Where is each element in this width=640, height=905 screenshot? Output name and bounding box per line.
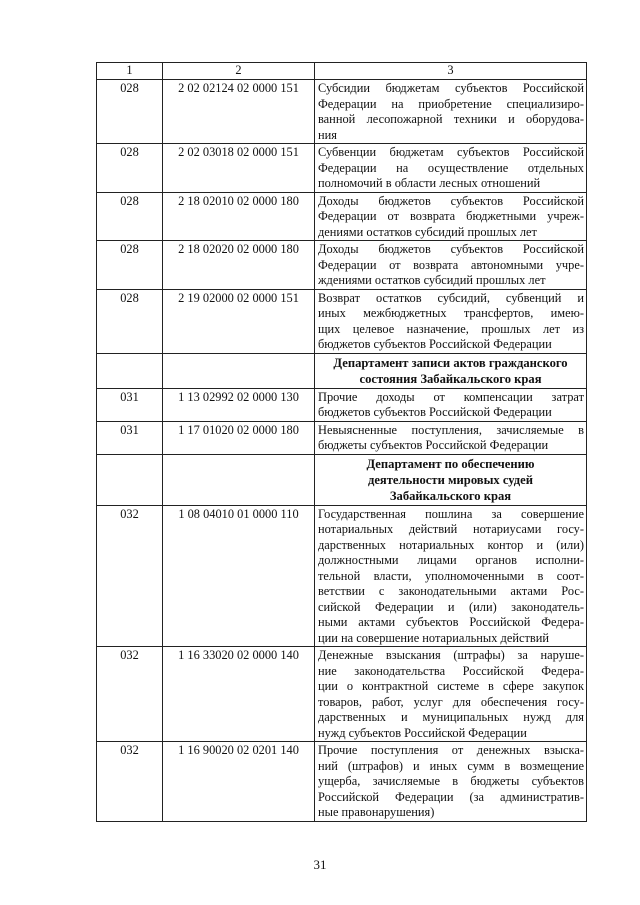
description-line: ущерба, зачисляемые в бюджеты субъектов <box>318 774 584 788</box>
department-title-line: Департамент записи актов гражданского <box>333 355 568 370</box>
description-line: сийской Федерации и (или) законодатель- <box>318 599 584 614</box>
admin-code: 028 <box>97 241 163 290</box>
admin-code: 028 <box>97 80 163 144</box>
description-line: должностными лицами органов исполни- <box>318 553 584 567</box>
table-row <box>97 388 587 421</box>
description-line: нотариальных действий нотариусами госу- <box>318 522 584 536</box>
admin-code: 032 <box>97 647 163 742</box>
revenue-description <box>315 421 587 454</box>
description-line: Федерации от возврата автономными учре- <box>318 257 584 272</box>
description-line: Доходы бюджетов субъектов Российской <box>318 242 584 256</box>
description-line: бюджетов субъектов Российской Федерации <box>318 337 552 351</box>
empty-cell <box>97 454 163 505</box>
empty-cell <box>163 454 315 505</box>
description-line: ции на совершение нотариальных действий <box>318 630 549 645</box>
description-line: тельной власти, уполномоченными в соот- <box>318 568 584 583</box>
admin-code: 028 <box>97 144 163 193</box>
table-row <box>97 505 587 647</box>
revenue-code: 2 19 02000 02 0000 151 <box>163 289 315 353</box>
description-line: ния <box>318 127 337 142</box>
table-row <box>97 742 587 822</box>
description-line: Федерации на осуществление отдельных <box>318 160 584 175</box>
table-row <box>97 647 587 742</box>
table-row <box>97 289 587 353</box>
department-title-line: состояния Забайкальского края <box>359 371 542 386</box>
department-title-line: Забайкальского края <box>389 488 512 503</box>
description-line: ний (штрафов) и иных сумм в возмещение <box>318 758 584 773</box>
description-line: Российской Федерации (за административ- <box>318 789 584 804</box>
revenue-description <box>315 289 587 353</box>
revenue-code: 2 02 02124 02 0000 151 <box>163 80 315 144</box>
header-col-1: 1 <box>97 63 163 80</box>
description-line: бюджетов субъектов Российской Федерации <box>318 405 552 419</box>
revenue-code: 2 18 02010 02 0000 180 <box>163 192 315 241</box>
revenue-code: 1 16 33020 02 0000 140 <box>163 647 315 742</box>
department-header-row <box>97 353 587 388</box>
revenue-description <box>315 144 587 193</box>
description-line: Государственная пошлина за совершение <box>318 506 584 521</box>
description-line: ванной лесопожарной техники и оборудова- <box>318 112 584 126</box>
description-line: дениями остатков субсидий прошлых лет <box>318 224 537 239</box>
header-col-3: 3 <box>315 63 587 80</box>
department-title <box>315 353 587 388</box>
description-line: дарственных нотариальных контор и (или) <box>318 537 584 552</box>
table-row <box>97 241 587 290</box>
department-title <box>315 454 587 505</box>
revenue-code: 2 02 03018 02 0000 151 <box>163 144 315 193</box>
revenue-code: 1 17 01020 02 0000 180 <box>163 421 315 454</box>
table-body <box>97 63 587 822</box>
description-line: ветствии с законодательными актами Рос- <box>318 584 584 598</box>
description-line: ние законодательства Российской Федера- <box>318 663 584 678</box>
revenue-description <box>315 241 587 290</box>
description-line: Федерации на приобретение специализиро- <box>318 96 584 111</box>
revenue-description <box>315 647 587 742</box>
description-line: ные правонарушения) <box>318 805 435 819</box>
revenue-code: 1 13 02992 02 0000 130 <box>163 388 315 421</box>
admin-code: 032 <box>97 742 163 822</box>
department-title-line: Департамент по обеспечению <box>366 456 535 471</box>
empty-cell <box>97 353 163 388</box>
description-line: Денежные взыскания (штрафы) за наруше- <box>318 648 584 662</box>
description-line: Прочие поступления от денежных взыска- <box>318 743 584 757</box>
revenue-codes-table-wrap <box>96 62 586 822</box>
description-line: полномочий в области лесных отношений <box>318 176 541 190</box>
page-number: 31 <box>313 857 327 872</box>
description-line: Федерации от возврата бюджетными учреж- <box>318 209 584 223</box>
description-line: Субвенции бюджетам субъектов Российской <box>318 145 584 159</box>
description-line: товаров, работ, услуг для обеспечения госу- <box>318 694 584 709</box>
description-line: щих целевое назначение, прошлых лет из <box>318 321 584 336</box>
revenue-description <box>315 742 587 822</box>
description-line: ждениями остатков субсидий прошлых лет <box>318 273 546 287</box>
revenue-description <box>315 80 587 144</box>
admin-code: 032 <box>97 505 163 647</box>
header-col-2: 2 <box>163 63 315 80</box>
description-line: ции о контрактной системе в сфере закупок <box>318 679 584 693</box>
revenue-codes-table <box>96 62 587 822</box>
description-line: иных межбюджетных трансфертов, имею- <box>318 306 584 320</box>
admin-code: 028 <box>97 289 163 353</box>
description-line: ными актами субъектов Российской Федера- <box>318 615 584 629</box>
department-title-line: деятельности мировых судей <box>367 472 534 487</box>
table-row <box>97 144 587 193</box>
description-line: Прочие доходы от компенсации затрат <box>318 389 584 404</box>
revenue-code: 1 08 04010 01 0000 110 <box>163 505 315 647</box>
description-line: бюджеты субъектов Российской Федерации <box>318 438 549 452</box>
description-line: нужд субъектов Российской Федерации <box>318 725 527 740</box>
description-line: Невыясненные поступления, зачисляемые в <box>318 422 584 437</box>
revenue-description <box>315 192 587 241</box>
admin-code: 031 <box>97 421 163 454</box>
revenue-description <box>315 388 587 421</box>
description-line: Доходы бюджетов субъектов Российской <box>318 193 584 208</box>
admin-code: 028 <box>97 192 163 241</box>
description-line: дарственных и муниципальных нужд для <box>318 710 584 724</box>
table-row <box>97 192 587 241</box>
table-row <box>97 80 587 144</box>
department-header-row <box>97 454 587 505</box>
description-line: Субсидии бюджетам субъектов Российской <box>318 81 584 95</box>
revenue-code: 1 16 90020 02 0201 140 <box>163 742 315 822</box>
empty-cell <box>163 353 315 388</box>
table-header-row <box>97 63 587 80</box>
table-row <box>97 421 587 454</box>
revenue-description <box>315 505 587 647</box>
revenue-code: 2 18 02020 02 0000 180 <box>163 241 315 290</box>
description-line: Возврат остатков субсидий, субвенций и <box>318 290 584 305</box>
admin-code: 031 <box>97 388 163 421</box>
